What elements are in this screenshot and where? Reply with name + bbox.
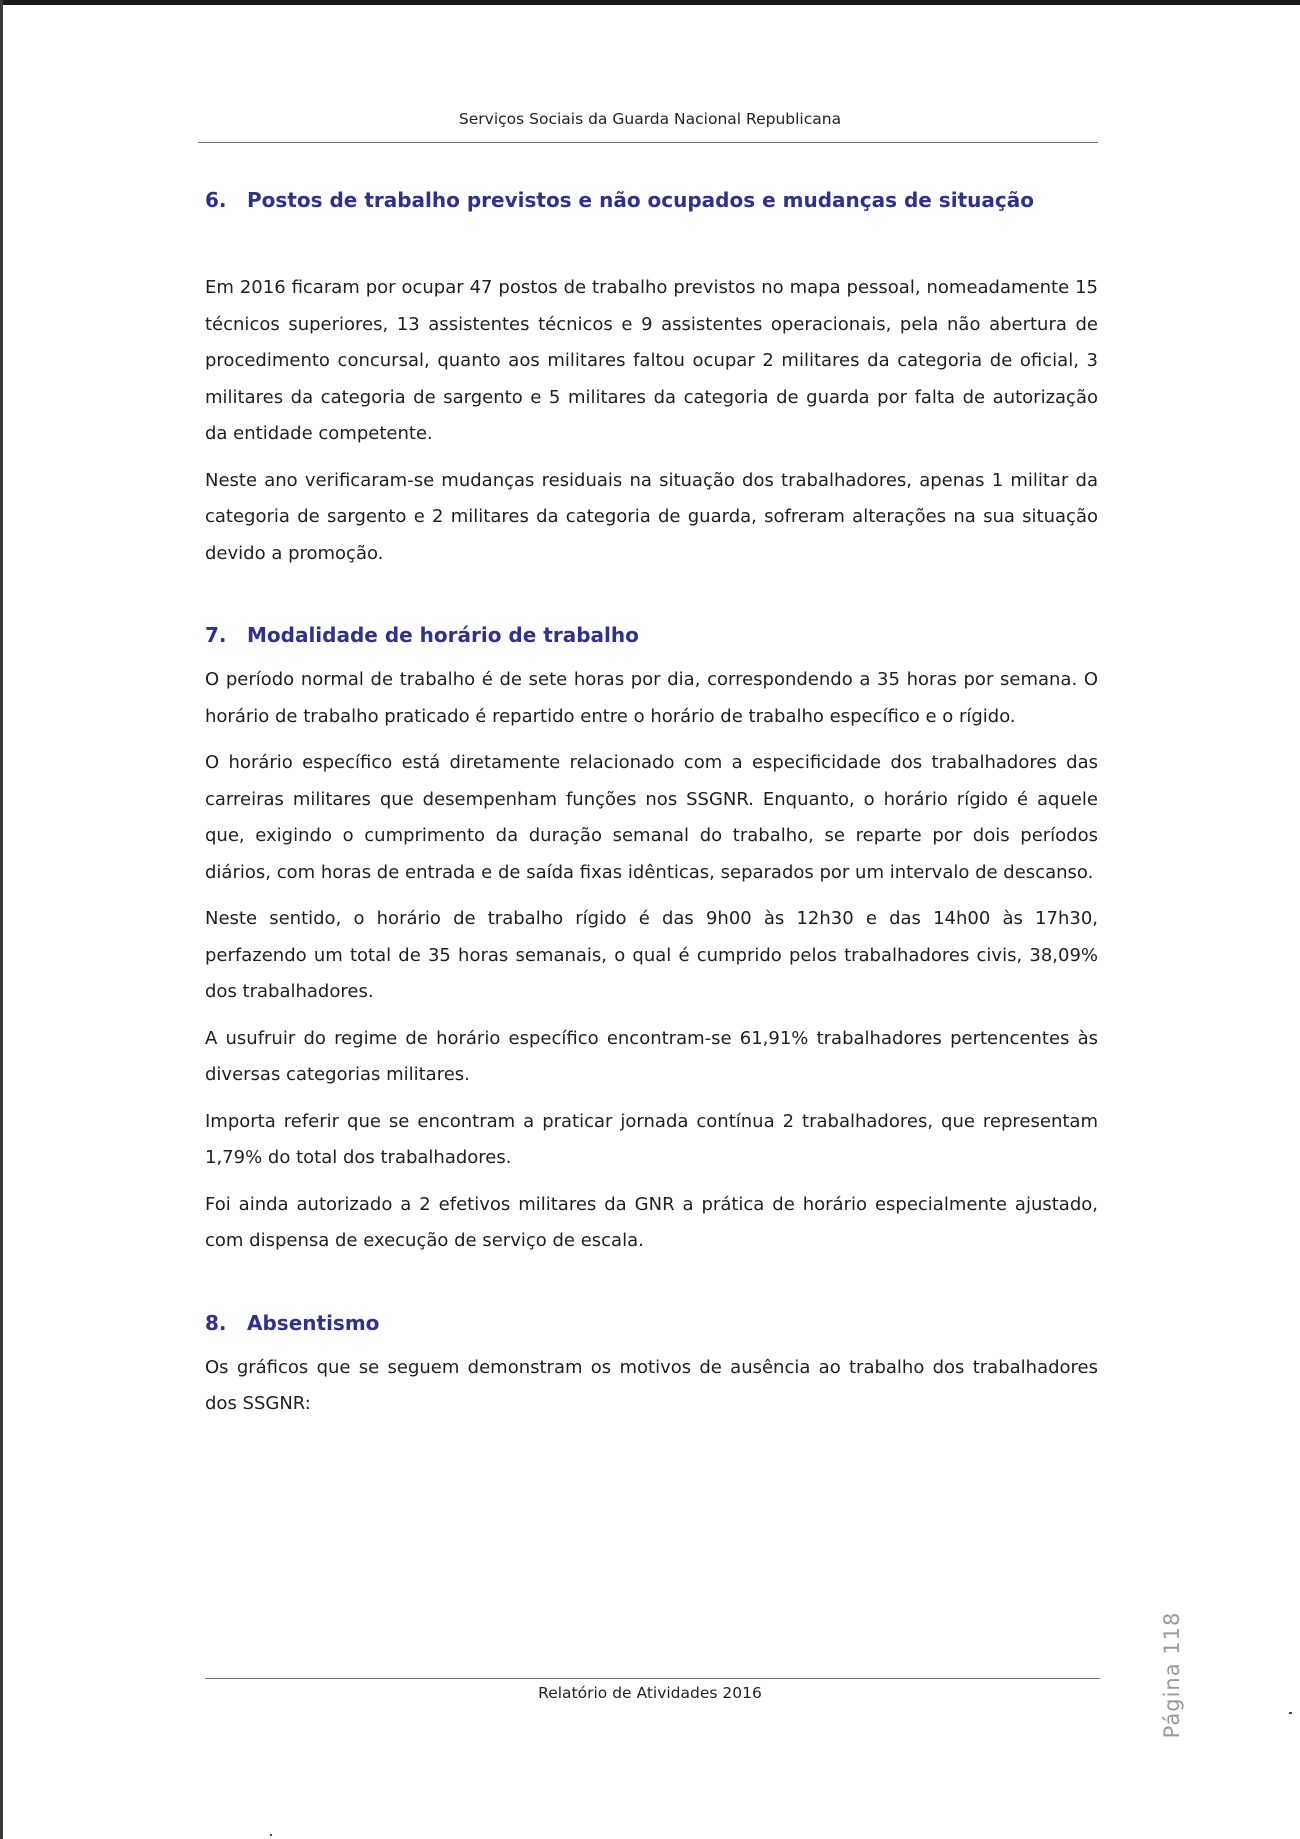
document-body <box>205 185 1098 1433</box>
paragraph: A usufruir do regime de horário específico encontram-se 61,91% trabalhadores pertencentes às diversas categorias militares. <box>205 1027 1098 1085</box>
section-number: 7. <box>205 623 227 647</box>
section-number: 8. <box>205 1310 227 1335</box>
paragraph: Importa referir que se encontram a praticar jornada contínua 2 trabalhadores, que representam 1,79% do total dos trabalhadores. <box>205 1110 1098 1168</box>
section-title: Postos de trabalho previstos e não ocupados e mudanças de situação <box>247 188 1034 212</box>
paragraph: Neste ano verificaram-se mudanças residuais na situação dos trabalhadores, apenas 1 militar da categoria de sargento e 2 militares da categoria de guarda, sofreram alterações na sua situação devido a promoção. <box>205 469 1098 564</box>
section-number: 6. <box>205 188 227 212</box>
paragraph: Em 2016 ficaram por ocupar 47 postos de trabalho previstos no mapa pessoal, nomeadamente 15 técnicos superiores, 13 assistentes técnicos e 9 assistentes operacionais, pela não abertura de procedimento concursal, quanto aos militares faltou ocupar 2 militares da categoria de oficial, 3 militares da categoria de sargento e 5 militares da categoria de guarda por falta de autorização da entidade competente. <box>205 277 1098 444</box>
section-heading-6 <box>205 185 1098 215</box>
scan-speck <box>1289 1712 1292 1714</box>
page-number-text: Página 118 <box>1160 1611 1184 1739</box>
section-6-body <box>205 270 1098 572</box>
page-number-label <box>1142 1610 1202 1740</box>
section-heading-7 <box>205 620 1098 650</box>
section-8-body <box>205 1350 1098 1423</box>
paragraph: Foi ainda autorizado a 2 efetivos militares da GNR a prática de horário especialmente ajustado, com dispensa de execução de serviço de escala. <box>205 1193 1098 1251</box>
footer-divider <box>205 1678 1100 1679</box>
section-title: Modalidade de horário de trabalho <box>247 623 639 647</box>
header-divider <box>198 142 1098 143</box>
paragraph: Os gráficos que se seguem demonstram os motivos de ausência ao trabalho dos trabalhadores dos SSGNR: <box>205 1356 1098 1414</box>
section-7-body <box>205 662 1098 1260</box>
page-header: Serviços Sociais da Guarda Nacional Republicana <box>458 110 842 128</box>
section-heading-8 <box>205 1308 1098 1338</box>
paragraph: O período normal de trabalho é de sete horas por dia, correspondendo a 35 horas por semana. O horário de trabalho praticado é repartido entre o horário de trabalho específico e o rígido. <box>205 669 1098 727</box>
left-edge <box>0 0 3 1839</box>
paragraph: O horário específico está diretamente relacionado com a especificidade dos trabalhadores das carreiras militares que desempenham funções nos SSGNR. Enquanto, o horário rígido é aquele que, exigindo o cumprimento da duração semanal do trabalho, se reparte por dois períodos diários, com horas de entrada e de saída fixas idênticas, separados por um intervalo de descanso. <box>205 752 1098 883</box>
section-title: Absentismo <box>247 1310 380 1335</box>
top-border <box>0 0 1300 5</box>
paragraph: Neste sentido, o horário de trabalho rígido é das 9h00 às 12h30 e das 14h00 às 17h30, perfazendo um total de 35 horas semanais, o qual é cumprido pelos trabalhadores civis, 38,09% dos trabalhadores. <box>205 908 1098 1002</box>
page-footer: Relatório de Atividades 2016 <box>538 1684 762 1702</box>
scan-speck <box>270 1834 272 1836</box>
